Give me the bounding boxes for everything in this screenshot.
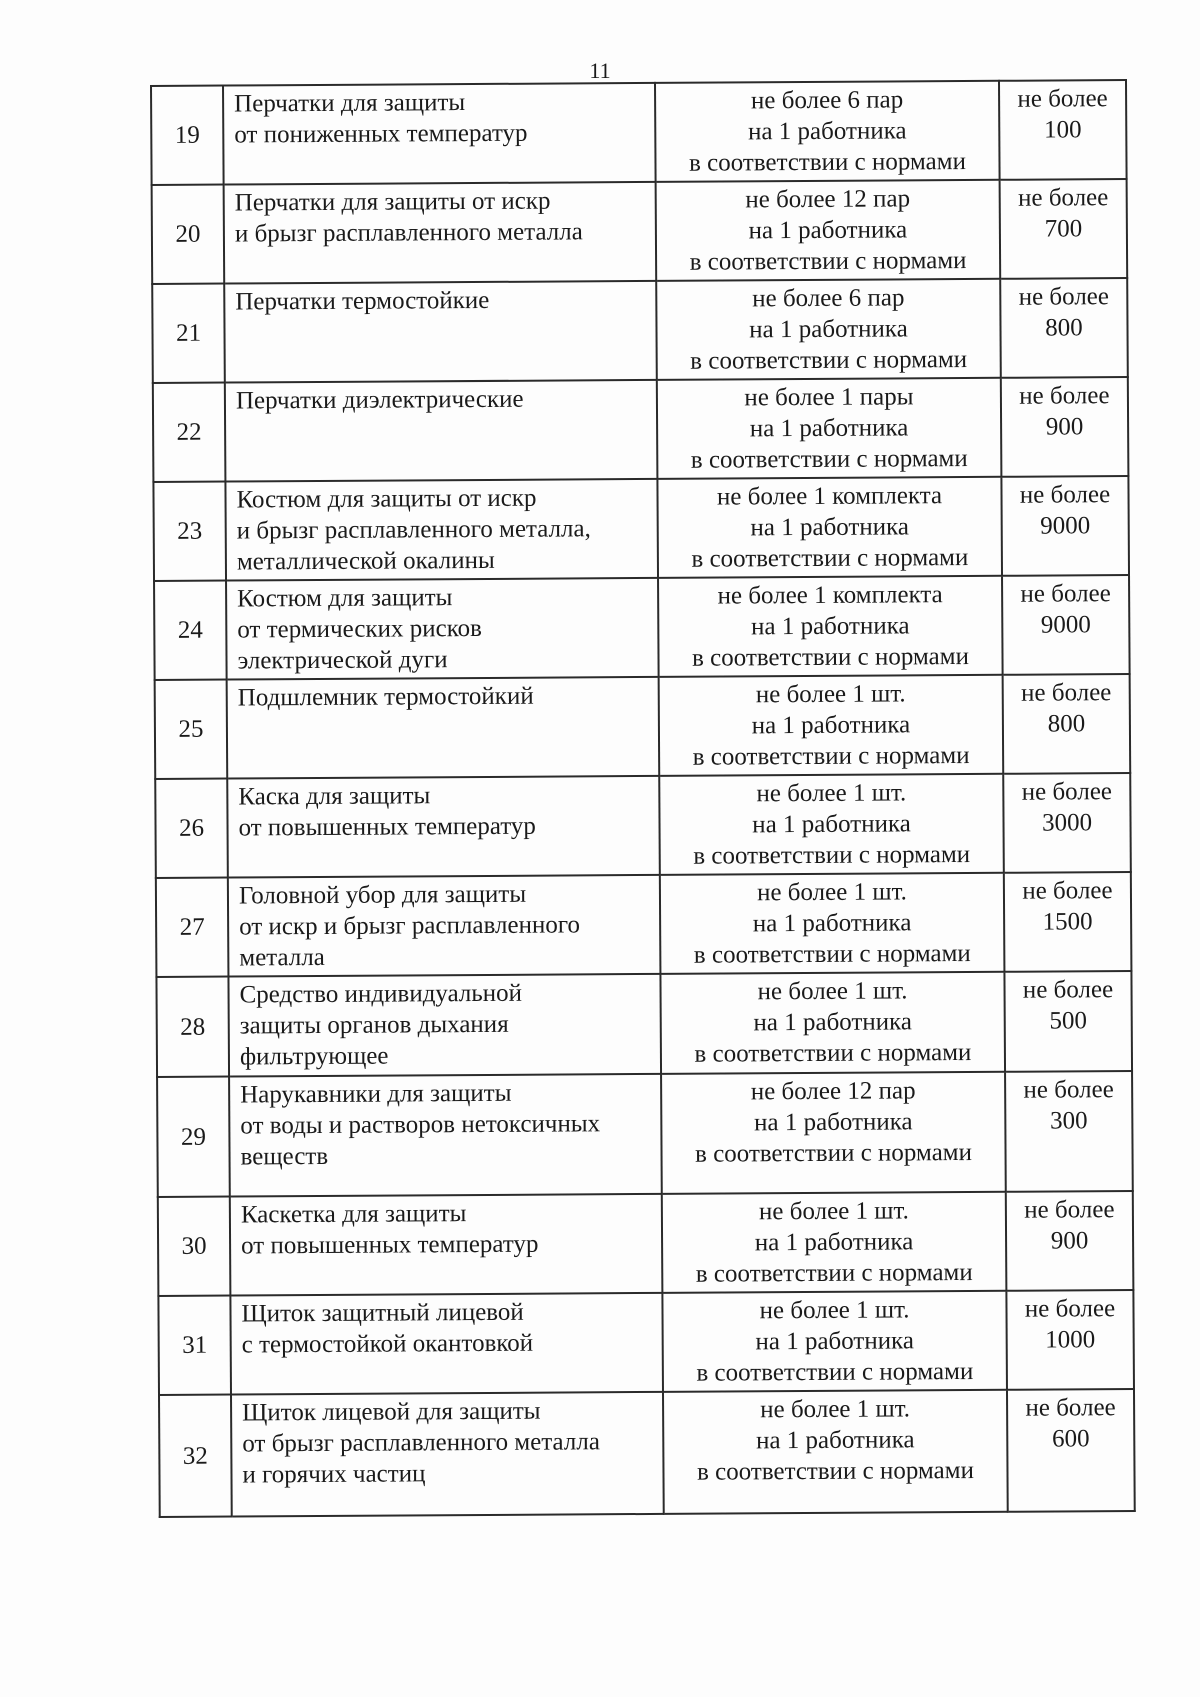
table-row — [154, 575, 1130, 680]
item-name-line: Костюм для защиты — [237, 584, 453, 613]
item-name-line: Перчатки для защиты от искр — [234, 187, 551, 217]
item-name-line: Перчатки термостойкие — [235, 286, 490, 316]
item-name-cell — [230, 1293, 663, 1395]
issue-norm-line: не более 1 шт. — [757, 977, 908, 1006]
row-number-cell: 31 — [158, 1296, 231, 1395]
max-price-line: 600 — [1051, 1425, 1090, 1453]
issue-norm-line: не более 1 пары — [744, 383, 914, 412]
item-name-line: Щиток защитный лицевой — [241, 1298, 524, 1328]
issue-norm-line: не более 1 шт. — [756, 878, 907, 907]
max-price-line: 800 — [1047, 710, 1086, 738]
item-name-cell — [229, 1074, 662, 1197]
item-name-cell — [228, 875, 661, 977]
issue-norm-line: на 1 работника — [748, 216, 908, 245]
issue-norm-line: в соответствии с нормами — [691, 544, 969, 573]
issue-norm-cell — [662, 1291, 1007, 1392]
issue-norm-cell — [656, 180, 1001, 281]
max-price-line: 500 — [1049, 1007, 1088, 1035]
item-name-line: металла — [239, 943, 325, 972]
table-row — [153, 476, 1129, 581]
issue-norm-cell — [656, 279, 1001, 380]
max-price-cell — [1007, 1389, 1135, 1512]
row-number-cell: 27 — [156, 878, 229, 977]
max-price-line: не более — [1024, 1295, 1116, 1323]
issue-norm-line: на 1 работника — [752, 909, 912, 938]
item-name-line: от повышенных температур — [241, 1230, 539, 1260]
max-price-cell — [1006, 1191, 1134, 1291]
max-price-line: не более — [1022, 877, 1113, 905]
item-name-line: Перчатки для защиты — [234, 89, 466, 118]
max-price-line: не более — [1019, 481, 1111, 509]
max-price-line: не более — [1022, 976, 1114, 1004]
issue-norm-cell — [658, 576, 1003, 677]
issue-norm-line: не более 1 шт. — [756, 779, 907, 808]
issue-norm-cell — [661, 1072, 1006, 1194]
max-price-cell — [1003, 674, 1131, 774]
item-name-line: электрической дуги — [237, 646, 448, 675]
item-name-cell — [227, 776, 660, 878]
max-price-cell — [1006, 1290, 1134, 1390]
issue-norm-cell — [659, 675, 1004, 776]
item-name-line: Каска для защиты — [238, 782, 431, 811]
item-name-cell — [224, 281, 657, 383]
table-row — [156, 971, 1132, 1077]
max-price-line: не более — [1017, 184, 1109, 212]
issue-norm-line: в соответствии с нормами — [692, 742, 970, 771]
item-name-line: от пониженных температур — [234, 119, 528, 149]
row-number-cell: 30 — [158, 1197, 231, 1296]
item-name-line: от повышенных температур — [238, 812, 536, 842]
row-number-cell: 28 — [156, 977, 229, 1077]
max-price-line: 3000 — [1041, 809, 1093, 837]
table-row — [156, 872, 1132, 977]
issue-norm-line: в соответствии с нормами — [694, 1039, 972, 1068]
row-number-cell: 20 — [152, 185, 225, 284]
item-name-line: Средство индивидуальной — [239, 979, 523, 1009]
table-row — [152, 179, 1128, 284]
max-price-line: 100 — [1043, 116, 1082, 144]
max-price-cell — [1003, 773, 1131, 873]
issue-norm-line: в соответствии с нормами — [696, 1456, 974, 1486]
issue-norm-cell — [660, 873, 1005, 974]
issue-norm-line: на 1 работника — [747, 117, 907, 146]
max-price-line: 800 — [1045, 314, 1083, 342]
issue-norm-cell — [660, 972, 1005, 1074]
item-name-line: Каскетка для защиты — [240, 1200, 467, 1229]
row-number-cell: 32 — [159, 1395, 232, 1517]
issue-norm-line: на 1 работника — [754, 1228, 914, 1257]
item-name-line: с термостойкой окантовкой — [241, 1329, 534, 1359]
issue-norm-line: не более 1 комплекта — [717, 581, 943, 610]
table-row — [155, 773, 1131, 878]
row-number-cell: 19 — [151, 86, 224, 185]
max-price-line: не более — [1024, 1196, 1115, 1224]
item-name-line: и брызг расплавленного металла — [234, 218, 583, 248]
item-name-line: металлической окалины — [236, 546, 495, 576]
item-name-line: веществ — [240, 1142, 329, 1171]
row-number-cell: 24 — [154, 581, 227, 680]
table-row — [153, 377, 1129, 482]
item-name-cell — [230, 1194, 663, 1296]
row-number-cell: 21 — [152, 284, 225, 383]
max-price-cell — [1005, 1071, 1133, 1192]
issue-norm-line: на 1 работника — [750, 612, 910, 641]
issue-norm-line: в соответствии с нормами — [693, 841, 971, 870]
issue-norm-cell — [657, 477, 1002, 578]
row-number-cell: 25 — [155, 680, 228, 779]
issue-norm-line: на 1 работника — [755, 1426, 915, 1455]
table-row — [155, 674, 1131, 779]
item-name-cell — [225, 479, 658, 581]
table-row — [157, 1071, 1133, 1197]
item-name-cell — [223, 83, 656, 185]
max-price-cell — [1002, 575, 1130, 675]
max-price-line: 900 — [1045, 413, 1084, 441]
issue-norm-line: на 1 работника — [749, 315, 908, 344]
issue-norm-cell — [663, 1390, 1008, 1514]
max-price-line: 9000 — [1040, 611, 1091, 639]
issue-norm-line: в соответствии с нормами — [691, 643, 970, 672]
item-name-line: от термических рисков — [237, 614, 482, 644]
max-price-cell — [1001, 377, 1129, 477]
issue-norm-line: не более 6 пар — [752, 284, 905, 313]
issue-norm-line: не более 6 пар — [750, 86, 904, 115]
row-number-cell: 23 — [153, 482, 226, 581]
issue-norm-line: не более 12 пар — [750, 1077, 916, 1106]
max-price-line: не более — [1025, 1394, 1116, 1422]
max-price-line: 900 — [1050, 1227, 1089, 1255]
ppe-norms-table — [150, 79, 1136, 1518]
max-price-line: не более — [1020, 679, 1112, 707]
table-body — [151, 80, 1135, 1517]
max-price-cell — [1001, 476, 1129, 576]
item-name-cell — [228, 974, 661, 1077]
issue-norm-line: на 1 работника — [755, 1327, 915, 1356]
issue-norm-line: в соответствии с нормами — [690, 346, 968, 375]
table-row — [159, 1389, 1135, 1517]
issue-norm-line: в соответствии с нормами — [695, 1138, 973, 1168]
issue-norm-line: в соответствии с нормами — [696, 1357, 974, 1387]
max-price-line: не более — [1023, 1076, 1114, 1104]
item-name-line: фильтрующее — [239, 1042, 389, 1071]
max-price-cell — [999, 80, 1127, 180]
issue-norm-cell — [659, 774, 1004, 875]
issue-norm-line: на 1 работника — [751, 711, 911, 740]
issue-norm-line: на 1 работника — [750, 513, 910, 542]
item-name-cell — [225, 380, 658, 482]
issue-norm-line: не более 1 шт. — [758, 1197, 909, 1226]
issue-norm-line: не более 12 пар — [745, 185, 911, 214]
issue-norm-line: не более 1 шт. — [760, 1395, 911, 1424]
item-name-line: от брызг расплавленного металла — [242, 1428, 600, 1458]
max-price-line: не более — [1018, 283, 1110, 311]
item-name-cell — [224, 182, 657, 284]
table-row — [151, 80, 1127, 185]
issue-norm-cell — [655, 81, 1000, 182]
item-name-line: и брызг расплавленного металла, — [236, 515, 591, 545]
issue-norm-line: на 1 работника — [753, 1008, 913, 1037]
issue-norm-line: не более 1 шт. — [755, 680, 906, 709]
issue-norm-cell — [657, 378, 1002, 479]
max-price-line: 1500 — [1042, 908, 1093, 936]
item-name-line: от искр и брызг расплавленного — [239, 911, 581, 941]
issue-norm-line: в соответствии с нормами — [688, 148, 966, 177]
item-name-line: Головной убор для защиты — [238, 880, 527, 910]
max-price-line: 700 — [1044, 215, 1083, 243]
issue-norm-cell — [662, 1192, 1007, 1293]
issue-norm-line: в соответствии с нормами — [693, 940, 971, 969]
table-row — [152, 278, 1128, 383]
item-name-line: защиты органов дыхания — [239, 1010, 509, 1040]
issue-norm-line: на 1 работника — [752, 810, 911, 839]
item-name-line: Щиток лицевой для защиты — [242, 1397, 541, 1427]
max-price-line: не более — [1021, 778, 1113, 806]
item-name-line: Подшлемник термостойкий — [237, 682, 534, 712]
row-number-cell: 26 — [155, 779, 228, 878]
item-name-line: Костюм для защиты от искр — [236, 484, 537, 514]
item-name-line: и горячих частиц — [242, 1460, 426, 1489]
issue-norm-line: не более 1 комплекта — [716, 482, 943, 511]
max-price-line: не более — [1020, 580, 1111, 608]
item-name-line: Перчатки диэлектрические — [235, 385, 524, 415]
max-price-line: 1000 — [1045, 1326, 1096, 1354]
max-price-line: 9000 — [1040, 512, 1091, 540]
issue-norm-line: на 1 работника — [749, 414, 909, 443]
issue-norm-line: в соответствии с нормами — [695, 1258, 973, 1288]
max-price-cell — [1000, 278, 1128, 378]
max-price-cell — [1004, 872, 1132, 972]
item-name-line: Нарукавники для защиты — [240, 1079, 512, 1109]
max-price-line: не более — [1017, 85, 1108, 113]
issue-norm-line: на 1 работника — [754, 1108, 913, 1137]
page-number: 11 — [589, 58, 611, 83]
issue-norm-line: в соответствии с нормами — [690, 445, 968, 474]
item-name-line: от воды и растворов нетоксичных — [240, 1110, 601, 1140]
issue-norm-line: в соответствии с нормами — [689, 247, 967, 276]
row-number-cell: 22 — [153, 383, 226, 482]
item-name-cell — [227, 677, 660, 779]
table-row — [158, 1290, 1134, 1395]
max-price-line: не более — [1019, 382, 1110, 410]
max-price-line: 300 — [1050, 1107, 1088, 1135]
item-name-cell — [231, 1392, 664, 1517]
table-row — [158, 1191, 1134, 1296]
item-name-cell — [226, 578, 659, 680]
row-number-cell: 29 — [157, 1077, 230, 1197]
max-price-cell — [1004, 971, 1132, 1072]
issue-norm-line: не более 1 шт. — [759, 1296, 910, 1325]
max-price-cell — [1000, 179, 1128, 279]
